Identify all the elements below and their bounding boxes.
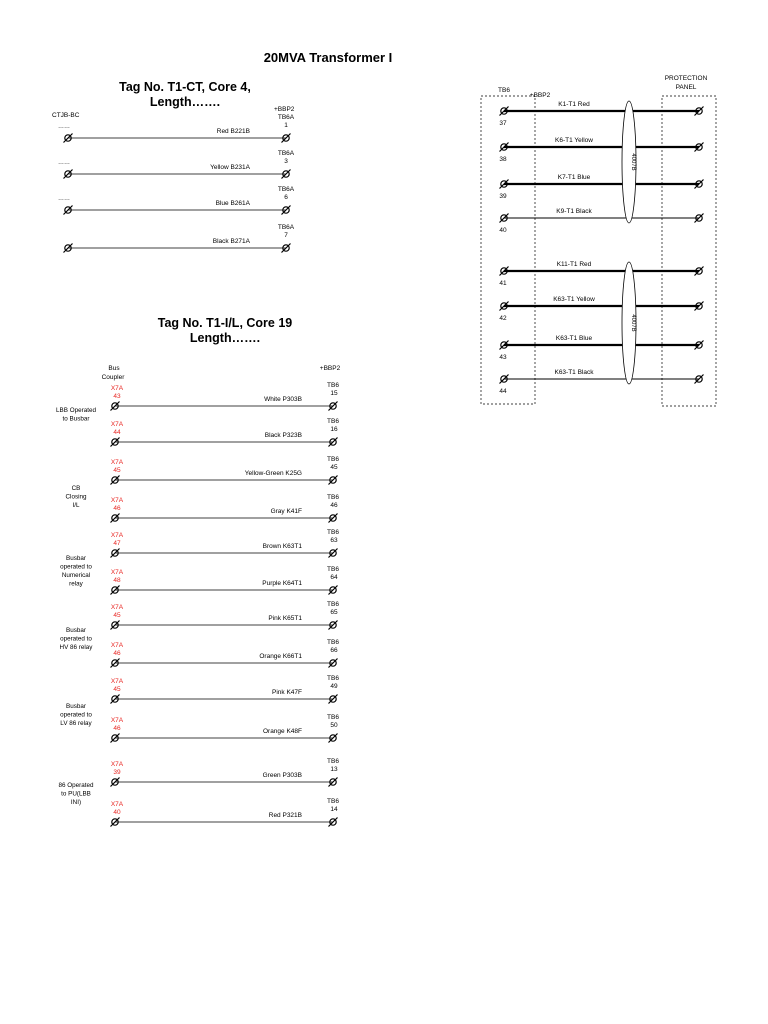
s2-left-terminal-0 bbox=[111, 402, 120, 411]
s2-group-2-line-1: operated to bbox=[60, 563, 92, 571]
s2-wire-label-10: Green P303B bbox=[262, 772, 302, 779]
s3-right-terminal-7 bbox=[695, 375, 704, 384]
s3-wire-label-1: K6-T1 Yellow bbox=[555, 137, 593, 144]
s3-wire-label-4: K11-T1 Red bbox=[556, 261, 592, 268]
s1-right-terminal-2 bbox=[282, 206, 291, 215]
s3-panel-line2: PANEL bbox=[675, 84, 697, 91]
s3-right-terminal-3 bbox=[695, 214, 704, 223]
s1-right-terminal-1 bbox=[282, 170, 291, 179]
s2-group-2-line-2: Numerical bbox=[61, 572, 91, 579]
s2-right-terminal-10 bbox=[329, 778, 338, 787]
s2-wire-label-0: White P303B bbox=[264, 396, 302, 403]
s2-right-header: +BBP2 bbox=[319, 365, 341, 372]
s2-left-terminal-5 bbox=[111, 586, 120, 595]
s2-term-label-10: 13 bbox=[330, 766, 338, 773]
s2-n-label-6: 45 bbox=[113, 612, 121, 619]
s2-left-terminal-11 bbox=[111, 818, 120, 827]
s2-term-label-2: 45 bbox=[330, 464, 338, 471]
s2-n-label-4: 47 bbox=[113, 540, 121, 547]
s1-left-label-0: …… bbox=[58, 124, 70, 130]
s3-term-label-6: 43 bbox=[499, 354, 507, 361]
s1-right-terminal-3 bbox=[282, 244, 291, 253]
s3-wire-label-0: K1-T1 Red bbox=[558, 101, 590, 108]
s2-left-terminal-8 bbox=[111, 695, 120, 704]
s2-wire-label-11: Red P321B bbox=[268, 812, 302, 819]
page-title: 20MVA Transformer I bbox=[263, 50, 393, 65]
s2-group-3-line-1: operated to bbox=[60, 635, 92, 643]
s3-right-terminal-6 bbox=[695, 341, 704, 350]
s2-tb-label-3: TB6 bbox=[327, 494, 339, 501]
s3-wire-label-7: K63-T1 Black bbox=[554, 369, 594, 376]
s1-right-header: +BBP2 bbox=[274, 106, 295, 113]
s3-left-terminal-4 bbox=[500, 267, 509, 276]
s3-term-label-4: 41 bbox=[499, 280, 507, 287]
s2-wire-label-2: Yellow-Green K25G bbox=[244, 470, 302, 477]
s3-panel-line1: PROTECTION bbox=[664, 75, 708, 82]
s3-term-label-2: 39 bbox=[499, 193, 507, 200]
s2-right-terminal-6 bbox=[329, 621, 338, 630]
s2-term-label-8: 49 bbox=[330, 683, 338, 690]
s2-group-5-line-1: to PU(LBB bbox=[61, 790, 91, 798]
s2-left-terminal-10 bbox=[111, 778, 120, 787]
s2-left-terminal-4 bbox=[111, 549, 120, 558]
s3-term-label-0: 37 bbox=[499, 120, 507, 127]
s1-term-label-3: 7 bbox=[284, 232, 288, 239]
s2-group-3-line-0: Busbar bbox=[66, 627, 86, 634]
s2-tb-label-7: TB6 bbox=[327, 639, 339, 646]
s2-tb-label-8: TB6 bbox=[327, 675, 339, 682]
s1-wire-label-3: Black B271A bbox=[212, 238, 250, 245]
s2-tb-label-11: TB6 bbox=[327, 798, 339, 805]
s3-right-terminal-5 bbox=[695, 302, 704, 311]
s3-panel-box bbox=[662, 96, 716, 406]
s1-tb-label-2: TB6A bbox=[277, 186, 295, 193]
s2-left-header-line2: Coupler bbox=[101, 374, 125, 381]
s2-n-label-5: 48 bbox=[113, 577, 121, 584]
s2-right-terminal-9 bbox=[329, 734, 338, 743]
s2-x-label-10: X7A bbox=[110, 761, 124, 768]
s2-term-label-3: 46 bbox=[330, 502, 338, 509]
s2-x-label-9: X7A bbox=[110, 717, 124, 724]
s2-left-terminal-7 bbox=[111, 659, 120, 668]
s2-x-label-6: X7A bbox=[110, 604, 124, 611]
s2-term-label-7: 66 bbox=[330, 647, 338, 654]
s2-n-label-9: 46 bbox=[113, 725, 121, 732]
s2-x-label-0: X7A bbox=[110, 385, 124, 392]
s3-right-terminal-0 bbox=[695, 107, 704, 116]
s2-n-label-1: 44 bbox=[113, 429, 121, 436]
s2-group-2-line-0: Busbar bbox=[66, 555, 86, 562]
s2-tb-label-1: TB6 bbox=[327, 418, 339, 425]
s2-n-label-10: 39 bbox=[113, 769, 121, 776]
s2-group-1-line-0: CB bbox=[71, 485, 81, 492]
s2-term-label-11: 14 bbox=[330, 806, 338, 813]
s3-wire-label-6: K63-T1 Blue bbox=[555, 335, 593, 342]
s1-left-label-1: …… bbox=[58, 160, 70, 166]
s2-group-4-line-2: LV 86 relay bbox=[60, 720, 92, 727]
s1-wire-label-2: Blue B261A bbox=[215, 200, 250, 207]
s1-left-terminal-0 bbox=[64, 134, 73, 143]
s1-tb-label-0: TB6A bbox=[277, 114, 295, 121]
s2-right-terminal-7 bbox=[329, 659, 338, 668]
s2-wire-label-8: Pink K47F bbox=[272, 689, 302, 696]
s2-n-label-0: 43 bbox=[113, 393, 121, 400]
s3-wire-label-3: K9-T1 Black bbox=[556, 208, 592, 215]
s2-left-terminal-1 bbox=[111, 438, 120, 447]
s3-left-terminal-6 bbox=[500, 341, 509, 350]
s2-tb-label-0: TB6 bbox=[327, 382, 339, 389]
s2-n-label-2: 45 bbox=[113, 467, 121, 474]
s2-tb-label-4: TB6 bbox=[327, 529, 339, 536]
s3-left-terminal-2 bbox=[500, 180, 509, 189]
s2-group-3-line-2: HV 86 relay bbox=[59, 644, 93, 651]
s2-right-terminal-5 bbox=[329, 586, 338, 595]
s2-x-label-11: X7A bbox=[110, 801, 124, 808]
s2-x-label-1: X7A bbox=[110, 421, 124, 428]
s3-left-terminal-7 bbox=[500, 375, 509, 384]
s3-right-terminal-1 bbox=[695, 143, 704, 152]
s1-term-label-1: 3 bbox=[284, 158, 288, 165]
s2-group-1-line-1: Closing bbox=[65, 493, 87, 501]
s2-right-terminal-8 bbox=[329, 695, 338, 704]
s3-wire-label-2: K7-T1 Blue bbox=[557, 174, 591, 181]
s2-term-label-1: 16 bbox=[330, 426, 338, 433]
s2-term-label-6: 65 bbox=[330, 609, 338, 616]
s1-term-label-0: 1 bbox=[284, 122, 288, 129]
s2-tb-label-2: TB6 bbox=[327, 456, 339, 463]
s3-term-label-7: 44 bbox=[499, 388, 507, 395]
s2-n-label-3: 46 bbox=[113, 505, 121, 512]
s2-left-terminal-2 bbox=[111, 476, 120, 485]
s2-left-terminal-3 bbox=[111, 514, 120, 523]
s3-term-label-5: 42 bbox=[499, 315, 507, 322]
s2-right-terminal-4 bbox=[329, 549, 338, 558]
s2-x-label-7: X7A bbox=[110, 642, 124, 649]
s2-tb-label-10: TB6 bbox=[327, 758, 339, 765]
s2-x-label-3: X7A bbox=[110, 497, 124, 504]
s3-tb-label: TB6 bbox=[498, 87, 510, 94]
s2-n-label-11: 40 bbox=[113, 809, 121, 816]
s2-right-terminal-1 bbox=[329, 438, 338, 447]
s1-left-terminal-1 bbox=[64, 170, 73, 179]
s2-group-4-line-1: operated to bbox=[60, 711, 92, 719]
s1-left-terminal-2 bbox=[64, 206, 73, 215]
s2-right-terminal-11 bbox=[329, 818, 338, 827]
s2-n-label-7: 46 bbox=[113, 650, 121, 657]
s2-group-5-line-2: INI) bbox=[70, 799, 82, 806]
s2-left-terminal-6 bbox=[111, 621, 120, 630]
s2-group-4-line-0: Busbar bbox=[66, 703, 86, 710]
s2-group-2-line-3: relay bbox=[69, 580, 83, 588]
s1-wire-label-0: Red B221B bbox=[216, 128, 250, 135]
s2-x-label-8: X7A bbox=[110, 678, 124, 685]
s1-tb-label-1: TB6A bbox=[277, 150, 295, 157]
s2-tb-label-5: TB6 bbox=[327, 566, 339, 573]
s2-tb-label-9: TB6 bbox=[327, 714, 339, 721]
s2-term-label-0: 15 bbox=[330, 390, 338, 397]
section2-title-line1: Tag No. T1-I/L, Core 19 bbox=[157, 316, 293, 330]
s2-term-label-9: 50 bbox=[330, 722, 338, 729]
s2-wire-label-4: Brown K63T1 bbox=[262, 543, 302, 550]
s2-group-1-line-2: I/L bbox=[72, 502, 80, 509]
s3-wire-label-5: K63-T1 Yellow bbox=[553, 296, 595, 303]
section1-title-line2: Length……. bbox=[149, 95, 221, 109]
s3-right-terminal-2 bbox=[695, 180, 704, 189]
s2-x-label-5: X7A bbox=[110, 569, 124, 576]
s2-group-5-line-0: 86 Operated bbox=[58, 782, 94, 789]
s1-left-header: CTJB-BC bbox=[52, 112, 80, 119]
s3-term-label-1: 38 bbox=[499, 156, 507, 163]
s1-left-label-2: …… bbox=[58, 196, 70, 202]
s3-term-label-3: 40 bbox=[499, 227, 507, 234]
s2-group-0-line-0: LBB Operated bbox=[56, 407, 96, 414]
s2-x-label-4: X7A bbox=[110, 532, 124, 539]
s1-tb-label-3: TB6A bbox=[277, 224, 295, 231]
s2-term-label-4: 63 bbox=[330, 537, 338, 544]
s1-right-terminal-0 bbox=[282, 134, 291, 143]
s3-cable2-label: 4007B bbox=[630, 314, 636, 332]
s2-wire-label-7: Orange K66T1 bbox=[259, 653, 302, 660]
s2-right-terminal-0 bbox=[329, 402, 338, 411]
s3-bbp-label: +BBP2 bbox=[529, 92, 551, 99]
s2-right-terminal-3 bbox=[329, 514, 338, 523]
section1-title-line1: Tag No. T1-CT, Core 4, bbox=[119, 80, 251, 94]
s3-left-terminal-3 bbox=[500, 214, 509, 223]
s2-n-label-8: 45 bbox=[113, 686, 121, 693]
s3-left-terminal-5 bbox=[500, 302, 509, 311]
s2-left-header-line1: Bus bbox=[108, 365, 120, 372]
s3-left-terminal-0 bbox=[500, 107, 509, 116]
s2-term-label-5: 64 bbox=[330, 574, 338, 581]
s2-tb-label-6: TB6 bbox=[327, 601, 339, 608]
s1-term-label-2: 6 bbox=[284, 194, 288, 201]
s2-wire-label-3: Gray K41F bbox=[270, 508, 302, 515]
section2-title-line2: Length……. bbox=[189, 331, 261, 345]
s1-left-terminal-3 bbox=[64, 244, 73, 253]
s2-wire-label-6: Pink K65T1 bbox=[268, 615, 302, 622]
s2-wire-label-9: Orange K48F bbox=[262, 728, 302, 735]
s2-right-terminal-2 bbox=[329, 476, 338, 485]
s3-cable1-label: 4007B bbox=[630, 153, 636, 171]
s2-wire-label-5: Purple K64T1 bbox=[262, 580, 302, 587]
s2-wire-label-1: Black P323B bbox=[264, 432, 302, 439]
s3-left-terminal-1 bbox=[500, 143, 509, 152]
s1-wire-label-1: Yellow B231A bbox=[210, 164, 250, 171]
s2-left-terminal-9 bbox=[111, 734, 120, 743]
s3-right-terminal-4 bbox=[695, 267, 704, 276]
s2-x-label-2: X7A bbox=[110, 459, 124, 466]
s2-group-0-line-1: to Busbar bbox=[62, 415, 90, 423]
